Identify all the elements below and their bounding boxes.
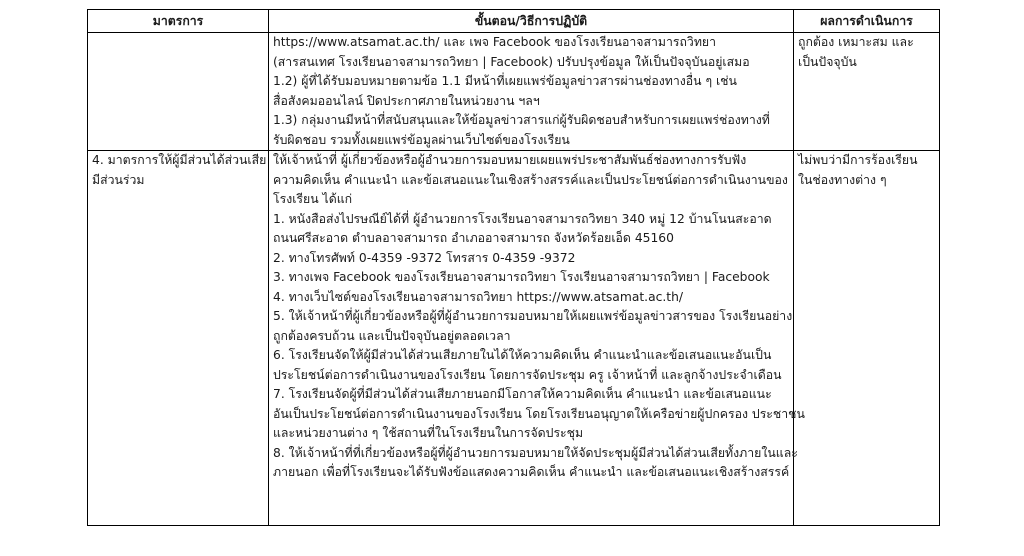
result-line: ไม่พบว่ามีการร้องเรียน (798, 153, 918, 167)
header-procedure: ขั้นตอน/วิธีการปฏิบัติ (269, 10, 794, 33)
table-header-row (88, 10, 940, 33)
procedure-line: โรงเรียน ได้แก่ (273, 192, 353, 206)
result-cell (794, 151, 940, 526)
procedure-line: ภายนอก เพื่อที่โรงเรียนจะได้รับฟังข้อแสดงความคิดเห็น คำแนะนำ และข้อเสนอแนะเชิงสร้างสรรค์ (273, 465, 790, 479)
result-line: ในช่องทางต่าง ๆ (798, 172, 887, 187)
procedure-line: 1.3) กลุ่มงานมีหน้าที่สนับสนุนและให้ข้อมูลข่าวสารแก่ผู้รับผิดชอบสำหรับการเผยแพร่ช่องทางที่ (273, 113, 770, 127)
procedure-line: 1.2) ผู้ที่ได้รับมอบหมายตามข้อ 1.1 มีหน้าที่เผยแพร่ข้อมูลข่าวสารผ่านช่องทางอื่น ๆ เช่น (273, 74, 737, 88)
procedure-line: รับผิดชอบ รวมทั้งเผยแพร่ข้อมูลผ่านเว็บไซต์ของโรงเรียน (273, 132, 570, 147)
procedure-line: (สารสนเทศ โรงเรียนอาจสามารถวิทยา | Facebook) ปรับปรุงข้อมูล ให้เป็นปัจจุบันอยู่เสมอ (273, 54, 750, 69)
result-line: เป็นปัจจุบัน (798, 54, 857, 69)
procedure-line: ถนนศรีสะอาด ตำบลอาจสามารถ อำเภออาจสามารถ จังหวัดร้อยเอ็ด 45160 (273, 231, 674, 245)
procedure-line: https://www.atsamat.ac.th/ และ เพจ Facebook ของโรงเรียนอาจสามารถวิทยา (273, 35, 717, 49)
procedure-line: 6. โรงเรียนจัดให้ผู้มีส่วนได้ส่วนเสียภายในได้ให้ความคิดเห็น คำแนะนำและข้อเสนอแนะอันเป็น (273, 348, 772, 362)
procedure-line: สื่อสังคมออนไลน์ ปิดประกาศภายในหน่วยงาน ฯลฯ (273, 93, 540, 108)
procedure-line: 8. ให้เจ้าหน้าที่ที่เกี่ยวข้องหรือผู้ที่ผู้อำนวยการมอบหมายให้จัดประชุมผู้มีส่วนได้ส่วนเสียทั้งภายในและ (273, 445, 798, 460)
procedure-line: ความคิดเห็น คำแนะนำ และข้อเสนอแนะในเชิงสร้างสรรค์และเป็นประโยชน์ต่อการดำเนินงานของ (273, 172, 788, 187)
procedure-line: 4. ทางเว็บไซต์ของโรงเรียนอาจสามารถวิทยา https://www.atsamat.ac.th/ (273, 289, 684, 304)
procedure-cell (269, 151, 805, 526)
header-result: ผลการดำเนินการ (794, 10, 940, 33)
procedure-line: ประโยชน์ต่อการดำเนินงานของโรงเรียน โดยการจัดประชุม ครู เจ้าหน้าที่ และลูกจ้างประจำเดือน (273, 367, 782, 382)
result-cell (794, 33, 940, 151)
procedure-line: 5. ให้เจ้าหน้าที่ผู้เกี่ยวข้องหรือผู้ที่ผู้อำนวยการมอบหมายให้เผยแพร่ข้อมูลข่าวสารของ โรงเรียนอย่าง (273, 309, 793, 323)
measure-line: มีส่วนร่วม (92, 172, 145, 187)
procedure-line: 1. หนังสือส่งไปรษณีย์ได้ที่ ผู้อำนวยการโรงเรียนอาจสามารถวิทยา 340 หมู่ 12 บ้านโนนสะอาด (273, 211, 772, 226)
measure-cell (88, 33, 269, 151)
procedure-line: 2. ทางโทรศัพท์ 0-4359 -9372 โทรสาร 0-4359 -9372 (273, 250, 576, 265)
header-measure: มาตรการ (88, 10, 269, 33)
measure-cell (88, 151, 269, 526)
procedure-line: อันเป็นประโยชน์ต่อการดำเนินงานของโรงเรียน โดยโรงเรียนอนุญาตให้เครือข่ายผู้ปกครอง ประชาชน (273, 406, 805, 421)
measures-table (87, 9, 940, 526)
result-line: ถูกต้อง เหมาะสม และ (798, 35, 914, 49)
procedure-line: 7. โรงเรียนจัดผู้ที่มีส่วนได้ส่วนเสียภายนอกมีโอกาสให้ความคิดเห็น คำแนะนำ และข้อเสนอแนะ (273, 387, 772, 401)
table-row (88, 151, 940, 526)
procedure-line: และหน่วยงานต่าง ๆ ใช้สถานที่ในโรงเรียนในการจัดประชุม (273, 426, 584, 440)
measure-line: 4. มาตรการให้ผู้มีส่วนได้ส่วนเสีย (92, 153, 267, 167)
procedure-line: ให้เจ้าหน้าที่ ผู้เกี่ยวข้องหรือผู้อำนวยการมอบหมายเผยแพร่ประชาสัมพันธ์ช่องทางการรับฟัง (273, 153, 747, 167)
procedure-cell (269, 33, 794, 151)
procedure-line: 3. ทางเพจ Facebook ของโรงเรียนอาจสามารถวิทยา โรงเรียนอาจสามารถวิทยา | Facebook (273, 270, 770, 284)
table-row (88, 33, 940, 151)
procedure-line: ถูกต้องครบถ้วน และเป็นปัจจุบันอยู่ตลอดเวลา (273, 328, 511, 343)
